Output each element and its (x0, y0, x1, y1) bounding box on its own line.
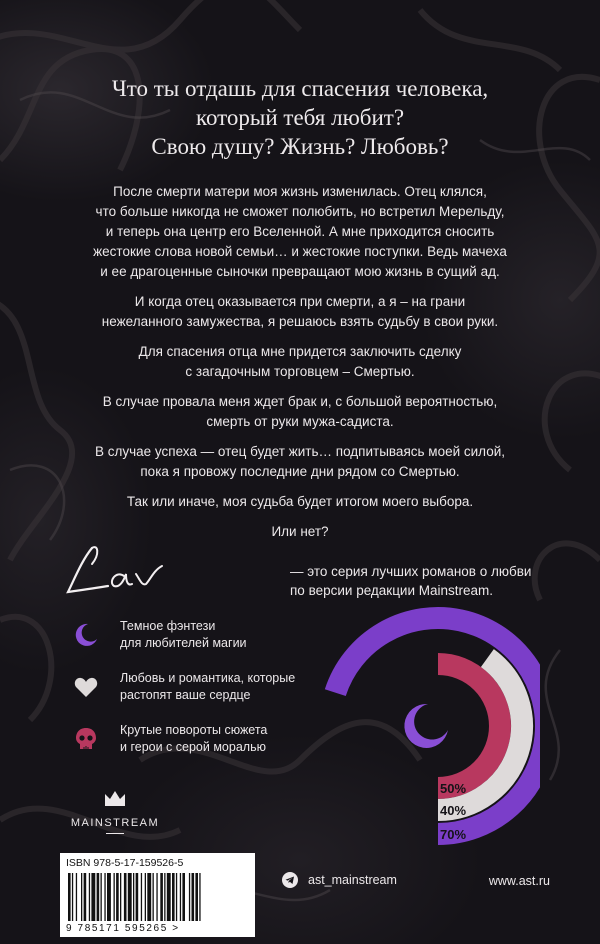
barcode-bars (66, 873, 249, 921)
synopsis-line: что больше никогда не сможет полюбить, но встретил Мерельду, (95, 204, 505, 219)
telegram-icon (282, 872, 298, 888)
chart-ring-1 (438, 664, 500, 788)
series-line: — это серия лучших романов о любви (290, 564, 532, 579)
synopsis-paragraph (70, 522, 530, 542)
series-description (290, 562, 531, 600)
publisher-underline (106, 833, 124, 834)
synopsis-paragraph (70, 492, 530, 512)
synopsis-line: После смерти матери моя жизнь изменилась. Отец клялся, (113, 184, 487, 199)
synopsis-paragraph (70, 442, 530, 482)
tagline (60, 74, 540, 161)
feature-title: Любовь и романтика, которые (120, 671, 296, 685)
synopsis-line: И когда отец оказывается при смерти, а я – на грани (134, 294, 466, 309)
publisher-name: MAINSTREAM (70, 817, 160, 829)
feature-romance (72, 670, 295, 704)
synopsis-line: пока я провожу последние дни рядом со Смертью. (140, 464, 460, 479)
feature-subtitle: растопят ваше сердце (120, 688, 251, 702)
barcode-digits: 9 785171 595265 > (66, 923, 180, 934)
series-line: по версии редакции Mainstream. (290, 583, 494, 598)
tagline-line: Свою душу? Жизнь? Любовь? (151, 134, 449, 159)
synopsis-line: Для спасения отца мне придется заключить сделку (138, 344, 462, 359)
tagline-line: который тебя любит? (195, 105, 405, 130)
feature-subtitle: для любителей магии (120, 636, 247, 650)
website-link[interactable]: www.ast.ru (488, 874, 550, 888)
synopsis-line: Так или иначе, моя судьба будет итогом моего выбора. (126, 494, 474, 509)
synopsis-paragraph (70, 292, 530, 332)
feature-dark-fantasy (72, 618, 247, 652)
chart-center-crescent-moon-icon (404, 704, 448, 748)
feature-subtitle: и герои с серой моралью (120, 740, 266, 754)
chart-value-label: 50% (440, 781, 467, 796)
tagline-line: Что ты отдашь для спасения человека, (111, 76, 489, 101)
chart-value-label: 40% (440, 803, 467, 818)
radial-bar-chart (300, 600, 540, 860)
synopsis (70, 182, 530, 552)
social-link[interactable] (282, 872, 397, 888)
synopsis-line: с загадочным торговцем – Смертью. (185, 364, 415, 379)
synopsis-line: смерть от руки мужа-садиста. (206, 414, 394, 429)
crown-icon (104, 790, 126, 808)
heart-icon (72, 673, 100, 701)
isbn-text: ISBN 978-5-17-159526-5 (66, 857, 184, 869)
skull-icon (72, 725, 100, 753)
barcode (60, 853, 255, 937)
feature-plot-twists (72, 722, 267, 756)
synopsis-line: В случае успеха — отец будет жить… подпитываясь моей силой, (94, 444, 505, 459)
synopsis-line: и ее драгоценные сыночки превращают мою жизнь в сущий ад. (100, 264, 500, 279)
synopsis-line: и теперь она центр его Вселенной. А мне приходится сносить (105, 224, 495, 239)
social-handle: ast_mainstream (308, 873, 397, 887)
synopsis-paragraph (70, 342, 530, 382)
chart-value-label: 70% (440, 827, 467, 842)
synopsis-paragraph (70, 392, 530, 432)
lav-series-logo (62, 540, 172, 600)
synopsis-line: Или нет? (271, 524, 329, 539)
feature-title: Темное фэнтези (120, 619, 216, 633)
synopsis-line: жестокие слова новой семьи… и жестокие поступки. Ведь мачеха (93, 244, 507, 259)
synopsis-line: нежеланного замужества, я решаюсь взять судьбу в свои руки. (101, 314, 499, 329)
synopsis-line: В случае провала меня ждет брак и, с большой вероятностью, (102, 394, 498, 409)
publisher-logo (60, 790, 170, 834)
feature-title: Крутые повороты сюжета (120, 723, 268, 737)
crescent-moon-icon (72, 621, 100, 649)
synopsis-paragraph (70, 182, 530, 282)
